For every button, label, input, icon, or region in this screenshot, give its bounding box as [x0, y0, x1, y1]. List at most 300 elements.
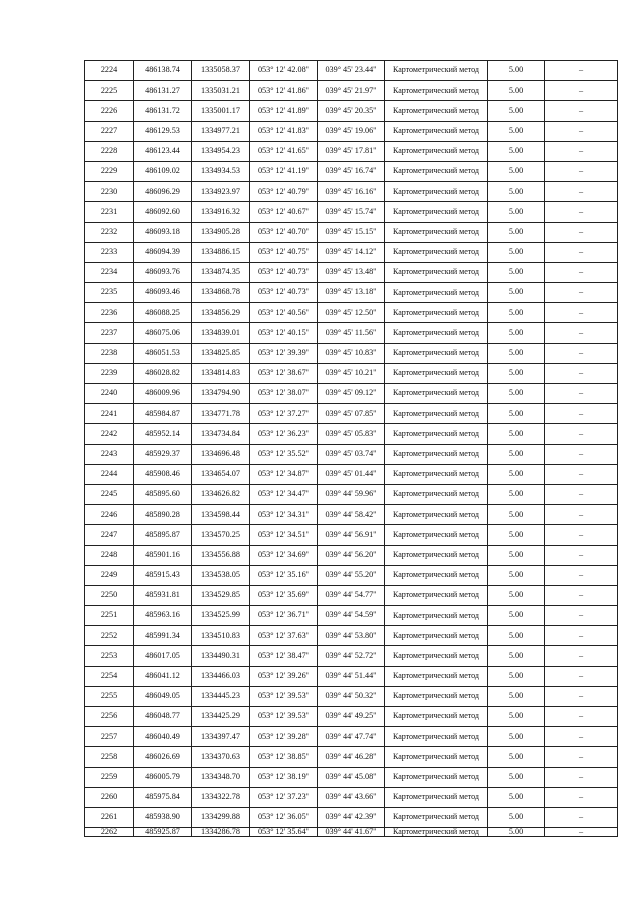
table-row	[85, 343, 618, 363]
method-cell: Картометрический метод	[385, 444, 488, 464]
method-cell: Картометрический метод	[385, 464, 488, 484]
table-row	[85, 666, 618, 686]
method-cell: Картометрический метод	[385, 222, 488, 242]
table-row	[85, 545, 618, 565]
longitude-cell: 039° 44' 49.25"	[318, 707, 385, 727]
y-coordinate-cell: 1334286.78	[192, 828, 250, 837]
description-cell: –	[545, 303, 618, 323]
latitude-cell: 053° 12' 34.87"	[250, 464, 318, 484]
description-cell: –	[545, 807, 618, 827]
accuracy-cell: 5.00	[488, 141, 545, 161]
accuracy-cell: 5.00	[488, 686, 545, 706]
latitude-cell: 053° 12' 38.67"	[250, 363, 318, 383]
table-row	[85, 747, 618, 767]
latitude-cell: 053° 12' 36.05"	[250, 807, 318, 827]
latitude-cell: 053° 12' 40.67"	[250, 202, 318, 222]
method-cell: Картометрический метод	[385, 505, 488, 525]
point-number-cell: 2261	[85, 807, 134, 827]
accuracy-cell: 5.00	[488, 262, 545, 282]
description-cell: –	[545, 646, 618, 666]
table-row	[85, 484, 618, 504]
table-row	[85, 464, 618, 484]
y-coordinate-cell: 1334490.31	[192, 646, 250, 666]
table-row	[85, 828, 618, 837]
x-coordinate-cell: 486040.49	[134, 727, 192, 747]
description-cell: –	[545, 161, 618, 181]
y-coordinate-cell: 1334425.29	[192, 707, 250, 727]
x-coordinate-cell: 486093.46	[134, 283, 192, 303]
point-number-cell: 2234	[85, 262, 134, 282]
x-coordinate-cell: 485915.43	[134, 565, 192, 585]
table-row	[85, 384, 618, 404]
method-cell: Картометрический метод	[385, 262, 488, 282]
point-number-cell: 2252	[85, 626, 134, 646]
description-cell: –	[545, 727, 618, 747]
method-cell: Картометрический метод	[385, 101, 488, 121]
method-cell: Картометрический метод	[385, 666, 488, 686]
method-cell: Картометрический метод	[385, 242, 488, 262]
longitude-cell: 039° 45' 11.56"	[318, 323, 385, 343]
latitude-cell: 053° 12' 38.85"	[250, 747, 318, 767]
accuracy-cell: 5.00	[488, 787, 545, 807]
table-row	[85, 404, 618, 424]
x-coordinate-cell: 485908.46	[134, 464, 192, 484]
point-number-cell: 2259	[85, 767, 134, 787]
y-coordinate-cell: 1335001.17	[192, 101, 250, 121]
latitude-cell: 053° 12' 42.08"	[250, 61, 318, 81]
point-number-cell: 2237	[85, 323, 134, 343]
y-coordinate-cell: 1334934.53	[192, 161, 250, 181]
description-cell: –	[545, 121, 618, 141]
table-row	[85, 222, 618, 242]
longitude-cell: 039° 44' 54.77"	[318, 585, 385, 605]
y-coordinate-cell: 1334397.47	[192, 727, 250, 747]
description-cell: –	[545, 202, 618, 222]
accuracy-cell: 5.00	[488, 384, 545, 404]
accuracy-cell: 5.00	[488, 565, 545, 585]
description-cell: –	[545, 525, 618, 545]
x-coordinate-cell: 486051.53	[134, 343, 192, 363]
x-coordinate-cell: 485984.87	[134, 404, 192, 424]
table-row	[85, 585, 618, 605]
latitude-cell: 053° 12' 35.64"	[250, 828, 318, 837]
method-cell: Картометрический метод	[385, 384, 488, 404]
description-cell: –	[545, 606, 618, 626]
point-number-cell: 2241	[85, 404, 134, 424]
table-row	[85, 323, 618, 343]
x-coordinate-cell: 485931.81	[134, 585, 192, 605]
y-coordinate-cell: 1334905.28	[192, 222, 250, 242]
x-coordinate-cell: 486075.06	[134, 323, 192, 343]
method-cell: Картометрический метод	[385, 686, 488, 706]
longitude-cell: 039° 45' 10.83"	[318, 343, 385, 363]
longitude-cell: 039° 45' 20.35"	[318, 101, 385, 121]
y-coordinate-cell: 1334370.63	[192, 747, 250, 767]
table-row	[85, 121, 618, 141]
accuracy-cell: 5.00	[488, 505, 545, 525]
table-row	[85, 303, 618, 323]
longitude-cell: 039° 45' 10.21"	[318, 363, 385, 383]
longitude-cell: 039° 45' 12.50"	[318, 303, 385, 323]
accuracy-cell: 5.00	[488, 626, 545, 646]
accuracy-cell: 5.00	[488, 646, 545, 666]
point-number-cell: 2245	[85, 484, 134, 504]
y-coordinate-cell: 1334322.78	[192, 787, 250, 807]
y-coordinate-cell: 1334348.70	[192, 767, 250, 787]
y-coordinate-cell: 1334868.78	[192, 283, 250, 303]
table-row	[85, 686, 618, 706]
latitude-cell: 053° 12' 40.70"	[250, 222, 318, 242]
description-cell: –	[545, 323, 618, 343]
x-coordinate-cell: 486093.18	[134, 222, 192, 242]
table-row	[85, 81, 618, 101]
accuracy-cell: 5.00	[488, 464, 545, 484]
method-cell: Картометрический метод	[385, 323, 488, 343]
x-coordinate-cell: 485952.14	[134, 424, 192, 444]
latitude-cell: 053° 12' 36.71"	[250, 606, 318, 626]
longitude-cell: 039° 44' 47.74"	[318, 727, 385, 747]
x-coordinate-cell: 486041.12	[134, 666, 192, 686]
latitude-cell: 053° 12' 40.73"	[250, 262, 318, 282]
latitude-cell: 053° 12' 39.28"	[250, 727, 318, 747]
longitude-cell: 039° 44' 43.66"	[318, 787, 385, 807]
x-coordinate-cell: 486005.79	[134, 767, 192, 787]
method-cell: Картометрический метод	[385, 545, 488, 565]
y-coordinate-cell: 1334839.01	[192, 323, 250, 343]
x-coordinate-cell: 486017.05	[134, 646, 192, 666]
accuracy-cell: 5.00	[488, 727, 545, 747]
latitude-cell: 053° 12' 37.63"	[250, 626, 318, 646]
table-row	[85, 182, 618, 202]
table-row	[85, 363, 618, 383]
method-cell: Картометрический метод	[385, 707, 488, 727]
latitude-cell: 053° 12' 37.23"	[250, 787, 318, 807]
description-cell: –	[545, 444, 618, 464]
accuracy-cell: 5.00	[488, 121, 545, 141]
method-cell: Картометрический метод	[385, 424, 488, 444]
accuracy-cell: 5.00	[488, 404, 545, 424]
y-coordinate-cell: 1334734.84	[192, 424, 250, 444]
point-number-cell: 2251	[85, 606, 134, 626]
table-row	[85, 565, 618, 585]
accuracy-cell: 5.00	[488, 182, 545, 202]
longitude-cell: 039° 44' 52.72"	[318, 646, 385, 666]
table-row	[85, 626, 618, 646]
longitude-cell: 039° 44' 53.80"	[318, 626, 385, 646]
longitude-cell: 039° 45' 21.97"	[318, 81, 385, 101]
x-coordinate-cell: 485895.87	[134, 525, 192, 545]
table-row	[85, 161, 618, 181]
y-coordinate-cell: 1334466.03	[192, 666, 250, 686]
y-coordinate-cell: 1334794.90	[192, 384, 250, 404]
method-cell: Картометрический метод	[385, 807, 488, 827]
method-cell: Картометрический метод	[385, 404, 488, 424]
accuracy-cell: 5.00	[488, 161, 545, 181]
latitude-cell: 053° 12' 39.39"	[250, 343, 318, 363]
y-coordinate-cell: 1334923.97	[192, 182, 250, 202]
latitude-cell: 053° 12' 37.27"	[250, 404, 318, 424]
table-row	[85, 444, 618, 464]
x-coordinate-cell: 486009.96	[134, 384, 192, 404]
description-cell: –	[545, 343, 618, 363]
y-coordinate-cell: 1334654.07	[192, 464, 250, 484]
method-cell: Картометрический метод	[385, 182, 488, 202]
method-cell: Картометрический метод	[385, 747, 488, 767]
method-cell: Картометрический метод	[385, 787, 488, 807]
description-cell: –	[545, 384, 618, 404]
y-coordinate-cell: 1334916.32	[192, 202, 250, 222]
x-coordinate-cell: 486092.60	[134, 202, 192, 222]
longitude-cell: 039° 45' 09.12"	[318, 384, 385, 404]
point-number-cell: 2256	[85, 707, 134, 727]
latitude-cell: 053° 12' 34.47"	[250, 484, 318, 504]
longitude-cell: 039° 45' 15.15"	[318, 222, 385, 242]
point-number-cell: 2225	[85, 81, 134, 101]
method-cell: Картометрический метод	[385, 767, 488, 787]
point-number-cell: 2248	[85, 545, 134, 565]
y-coordinate-cell: 1334977.21	[192, 121, 250, 141]
y-coordinate-cell: 1334556.88	[192, 545, 250, 565]
latitude-cell: 053° 12' 40.56"	[250, 303, 318, 323]
point-number-cell: 2230	[85, 182, 134, 202]
accuracy-cell: 5.00	[488, 283, 545, 303]
table-row	[85, 707, 618, 727]
latitude-cell: 053° 12' 34.31"	[250, 505, 318, 525]
x-coordinate-cell: 486096.29	[134, 182, 192, 202]
point-number-cell: 2258	[85, 747, 134, 767]
x-coordinate-cell: 486094.39	[134, 242, 192, 262]
table-row	[85, 61, 618, 81]
accuracy-cell: 5.00	[488, 585, 545, 605]
y-coordinate-cell: 1334954.23	[192, 141, 250, 161]
x-coordinate-cell: 486028.82	[134, 363, 192, 383]
latitude-cell: 053° 12' 40.15"	[250, 323, 318, 343]
description-cell: –	[545, 242, 618, 262]
point-number-cell: 2244	[85, 464, 134, 484]
accuracy-cell: 5.00	[488, 747, 545, 767]
table-row	[85, 424, 618, 444]
longitude-cell: 039° 44' 42.39"	[318, 807, 385, 827]
method-cell: Картометрический метод	[385, 484, 488, 504]
table-row	[85, 202, 618, 222]
latitude-cell: 053° 12' 41.86"	[250, 81, 318, 101]
point-number-cell: 2257	[85, 727, 134, 747]
y-coordinate-cell: 1334525.99	[192, 606, 250, 626]
accuracy-cell: 5.00	[488, 202, 545, 222]
method-cell: Картометрический метод	[385, 141, 488, 161]
point-number-cell: 2238	[85, 343, 134, 363]
point-number-cell: 2255	[85, 686, 134, 706]
accuracy-cell: 5.00	[488, 242, 545, 262]
method-cell: Картометрический метод	[385, 525, 488, 545]
y-coordinate-cell: 1334538.05	[192, 565, 250, 585]
description-cell: –	[545, 545, 618, 565]
y-coordinate-cell: 1334874.35	[192, 262, 250, 282]
description-cell: –	[545, 464, 618, 484]
accuracy-cell: 5.00	[488, 606, 545, 626]
table-row	[85, 505, 618, 525]
description-cell: –	[545, 767, 618, 787]
y-coordinate-cell: 1334825.85	[192, 343, 250, 363]
longitude-cell: 039° 44' 41.67"	[318, 828, 385, 837]
point-number-cell: 2250	[85, 585, 134, 605]
latitude-cell: 053° 12' 36.23"	[250, 424, 318, 444]
method-cell: Картометрический метод	[385, 303, 488, 323]
latitude-cell: 053° 12' 41.89"	[250, 101, 318, 121]
description-cell: –	[545, 707, 618, 727]
y-coordinate-cell: 1334886.15	[192, 242, 250, 262]
y-coordinate-cell: 1335058.37	[192, 61, 250, 81]
y-coordinate-cell: 1334856.29	[192, 303, 250, 323]
latitude-cell: 053° 12' 39.53"	[250, 707, 318, 727]
longitude-cell: 039° 45' 19.06"	[318, 121, 385, 141]
point-number-cell: 2228	[85, 141, 134, 161]
longitude-cell: 039° 45' 01.44"	[318, 464, 385, 484]
x-coordinate-cell: 486093.76	[134, 262, 192, 282]
point-number-cell: 2243	[85, 444, 134, 464]
longitude-cell: 039° 45' 13.18"	[318, 283, 385, 303]
description-cell: –	[545, 505, 618, 525]
coordinates-table	[84, 60, 618, 837]
method-cell: Картометрический метод	[385, 626, 488, 646]
accuracy-cell: 5.00	[488, 807, 545, 827]
accuracy-cell: 5.00	[488, 222, 545, 242]
x-coordinate-cell: 485938.90	[134, 807, 192, 827]
table-row	[85, 141, 618, 161]
point-number-cell: 2260	[85, 787, 134, 807]
longitude-cell: 039° 44' 45.08"	[318, 767, 385, 787]
latitude-cell: 053° 12' 41.83"	[250, 121, 318, 141]
x-coordinate-cell: 485991.34	[134, 626, 192, 646]
accuracy-cell: 5.00	[488, 101, 545, 121]
table-row	[85, 283, 618, 303]
description-cell: –	[545, 141, 618, 161]
longitude-cell: 039° 45' 03.74"	[318, 444, 385, 464]
description-cell: –	[545, 262, 618, 282]
y-coordinate-cell: 1334529.85	[192, 585, 250, 605]
accuracy-cell: 5.00	[488, 666, 545, 686]
description-cell: –	[545, 686, 618, 706]
description-cell: –	[545, 424, 618, 444]
y-coordinate-cell: 1334626.82	[192, 484, 250, 504]
method-cell: Картометрический метод	[385, 585, 488, 605]
longitude-cell: 039° 44' 54.59"	[318, 606, 385, 626]
table-row	[85, 787, 618, 807]
x-coordinate-cell: 485975.84	[134, 787, 192, 807]
x-coordinate-cell: 485901.16	[134, 545, 192, 565]
description-cell: –	[545, 101, 618, 121]
y-coordinate-cell: 1334696.48	[192, 444, 250, 464]
longitude-cell: 039° 45' 16.16"	[318, 182, 385, 202]
table-row	[85, 807, 618, 827]
latitude-cell: 053° 12' 41.19"	[250, 161, 318, 181]
description-cell: –	[545, 828, 618, 837]
accuracy-cell: 5.00	[488, 484, 545, 504]
table-row	[85, 525, 618, 545]
accuracy-cell: 5.00	[488, 81, 545, 101]
longitude-cell: 039° 45' 15.74"	[318, 202, 385, 222]
point-number-cell: 2249	[85, 565, 134, 585]
y-coordinate-cell: 1334598.44	[192, 505, 250, 525]
longitude-cell: 039° 44' 51.44"	[318, 666, 385, 686]
longitude-cell: 039° 45' 17.81"	[318, 141, 385, 161]
y-coordinate-cell: 1334771.78	[192, 404, 250, 424]
point-number-cell: 2239	[85, 363, 134, 383]
method-cell: Картометрический метод	[385, 828, 488, 837]
description-cell: –	[545, 283, 618, 303]
method-cell: Картометрический метод	[385, 61, 488, 81]
accuracy-cell: 5.00	[488, 303, 545, 323]
x-coordinate-cell: 486131.72	[134, 101, 192, 121]
longitude-cell: 039° 44' 59.96"	[318, 484, 385, 504]
x-coordinate-cell: 486049.05	[134, 686, 192, 706]
method-cell: Картометрический метод	[385, 283, 488, 303]
longitude-cell: 039° 45' 14.12"	[318, 242, 385, 262]
x-coordinate-cell: 486131.27	[134, 81, 192, 101]
x-coordinate-cell: 486123.44	[134, 141, 192, 161]
x-coordinate-cell: 486109.02	[134, 161, 192, 181]
point-number-cell: 2240	[85, 384, 134, 404]
latitude-cell: 053° 12' 35.16"	[250, 565, 318, 585]
accuracy-cell: 5.00	[488, 61, 545, 81]
longitude-cell: 039° 45' 13.48"	[318, 262, 385, 282]
point-number-cell: 2246	[85, 505, 134, 525]
x-coordinate-cell: 485963.16	[134, 606, 192, 626]
y-coordinate-cell: 1334570.25	[192, 525, 250, 545]
accuracy-cell: 5.00	[488, 545, 545, 565]
accuracy-cell: 5.00	[488, 323, 545, 343]
accuracy-cell: 5.00	[488, 444, 545, 464]
y-coordinate-cell: 1334445.23	[192, 686, 250, 706]
description-cell: –	[545, 747, 618, 767]
latitude-cell: 053° 12' 40.75"	[250, 242, 318, 262]
longitude-cell: 039° 44' 55.20"	[318, 565, 385, 585]
accuracy-cell: 5.00	[488, 828, 545, 837]
table-row	[85, 646, 618, 666]
latitude-cell: 053° 12' 34.69"	[250, 545, 318, 565]
x-coordinate-cell: 486026.69	[134, 747, 192, 767]
description-cell: –	[545, 484, 618, 504]
x-coordinate-cell: 485895.60	[134, 484, 192, 504]
table-row	[85, 606, 618, 626]
description-cell: –	[545, 182, 618, 202]
description-cell: –	[545, 787, 618, 807]
y-coordinate-cell: 1334510.83	[192, 626, 250, 646]
method-cell: Картометрический метод	[385, 343, 488, 363]
latitude-cell: 053° 12' 35.69"	[250, 585, 318, 605]
method-cell: Картометрический метод	[385, 161, 488, 181]
latitude-cell: 053° 12' 34.51"	[250, 525, 318, 545]
point-number-cell: 2262	[85, 828, 134, 837]
point-number-cell: 2233	[85, 242, 134, 262]
method-cell: Картометрический метод	[385, 727, 488, 747]
x-coordinate-cell: 485925.87	[134, 828, 192, 837]
x-coordinate-cell: 485890.28	[134, 505, 192, 525]
method-cell: Картометрический метод	[385, 363, 488, 383]
latitude-cell: 053° 12' 40.73"	[250, 283, 318, 303]
description-cell: –	[545, 565, 618, 585]
longitude-cell: 039° 44' 56.91"	[318, 525, 385, 545]
latitude-cell: 053° 12' 39.26"	[250, 666, 318, 686]
point-number-cell: 2253	[85, 646, 134, 666]
y-coordinate-cell: 1334299.88	[192, 807, 250, 827]
description-cell: –	[545, 626, 618, 646]
method-cell: Картометрический метод	[385, 565, 488, 585]
longitude-cell: 039° 44' 50.32"	[318, 686, 385, 706]
table-row	[85, 101, 618, 121]
description-cell: –	[545, 81, 618, 101]
x-coordinate-cell: 485929.37	[134, 444, 192, 464]
